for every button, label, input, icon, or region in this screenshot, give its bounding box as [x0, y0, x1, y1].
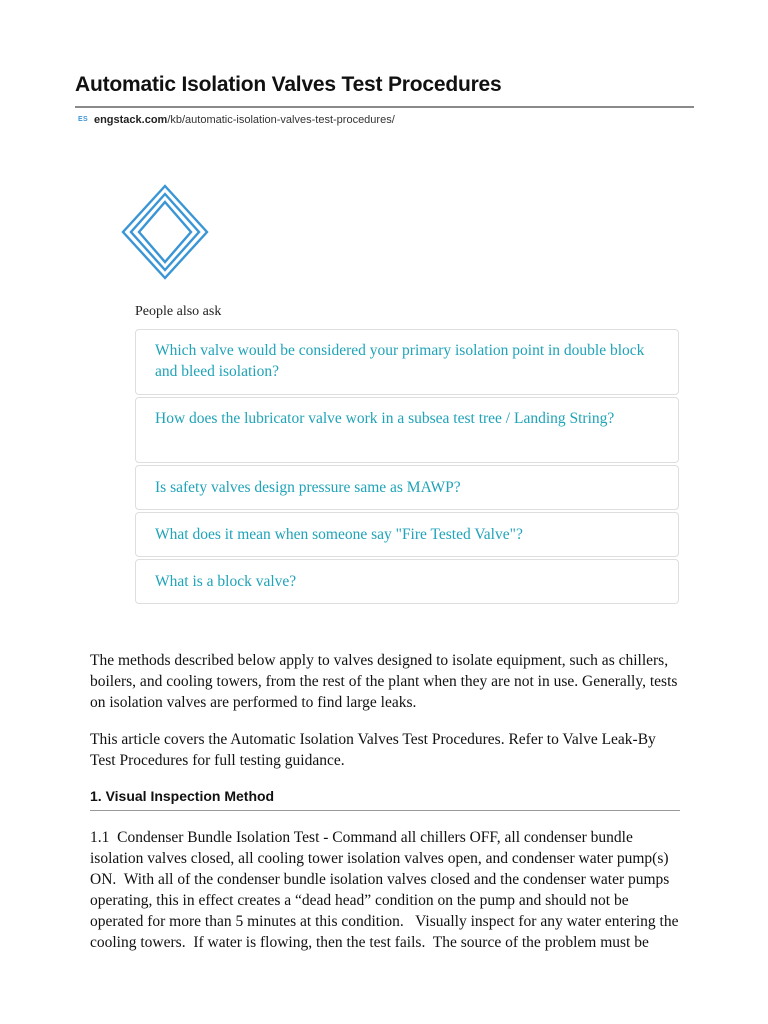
source-link[interactable] — [78, 113, 395, 127]
section-paragraph: 1.1 Condenser Bundle Isolation Test - Command all chillers OFF, all condenser bundle isolation valves closed, all cooling tower isolation valves open, and condenser water pump(s) ON. With all of the condenser bundle isolation valves closed and the condenser water pumps operating, this in effect creates a “dead head” condition on the pump and should not be operated for more than 5 minutes at this condition. Visually inspect for any water entering the cooling towers. If water is flowing, then the test fails. The source of the problem must be — [90, 829, 683, 951]
article-paragraph: This article covers the Automatic Isolation Valves Test Procedures. Refer to Valve Leak-By Test Procedures for full testing guidance. — [90, 731, 656, 769]
paa-question-item[interactable]: What does it mean when someone say "Fire Tested Valve"? — [135, 512, 679, 557]
people-also-ask-list — [135, 329, 679, 606]
source-path: /kb/automatic-isolation-valves-test-procedures/ — [167, 114, 395, 126]
paa-question-item[interactable]: What is a block valve? — [135, 559, 679, 604]
diamond-logo-icon — [118, 182, 212, 282]
title-divider — [75, 106, 694, 108]
article-body — [90, 650, 683, 969]
paa-question-item[interactable]: How does the lubricator valve work in a subsea test tree / Landing String? — [135, 397, 679, 463]
people-also-ask-label: People also ask — [135, 304, 222, 319]
section-heading: 1. Visual Inspection Method — [90, 787, 680, 811]
paa-question-item[interactable]: Is safety valves design pressure same as MAWP? — [135, 465, 679, 510]
site-favicon-icon: ES — [78, 116, 88, 123]
paa-question-item[interactable]: Which valve would be considered your primary isolation point in double block and bleed isolation? — [135, 329, 679, 395]
source-domain: engstack.com — [93, 114, 168, 126]
page-title: Automatic Isolation Valves Test Procedures — [75, 73, 502, 96]
article-paragraph: The methods described below apply to valves designed to isolate equipment, such as chillers, boilers, and cooling towers, from the rest of the plant when they are not in use. Generally, tests on isolation valves are performed to find large leaks. — [90, 652, 678, 711]
